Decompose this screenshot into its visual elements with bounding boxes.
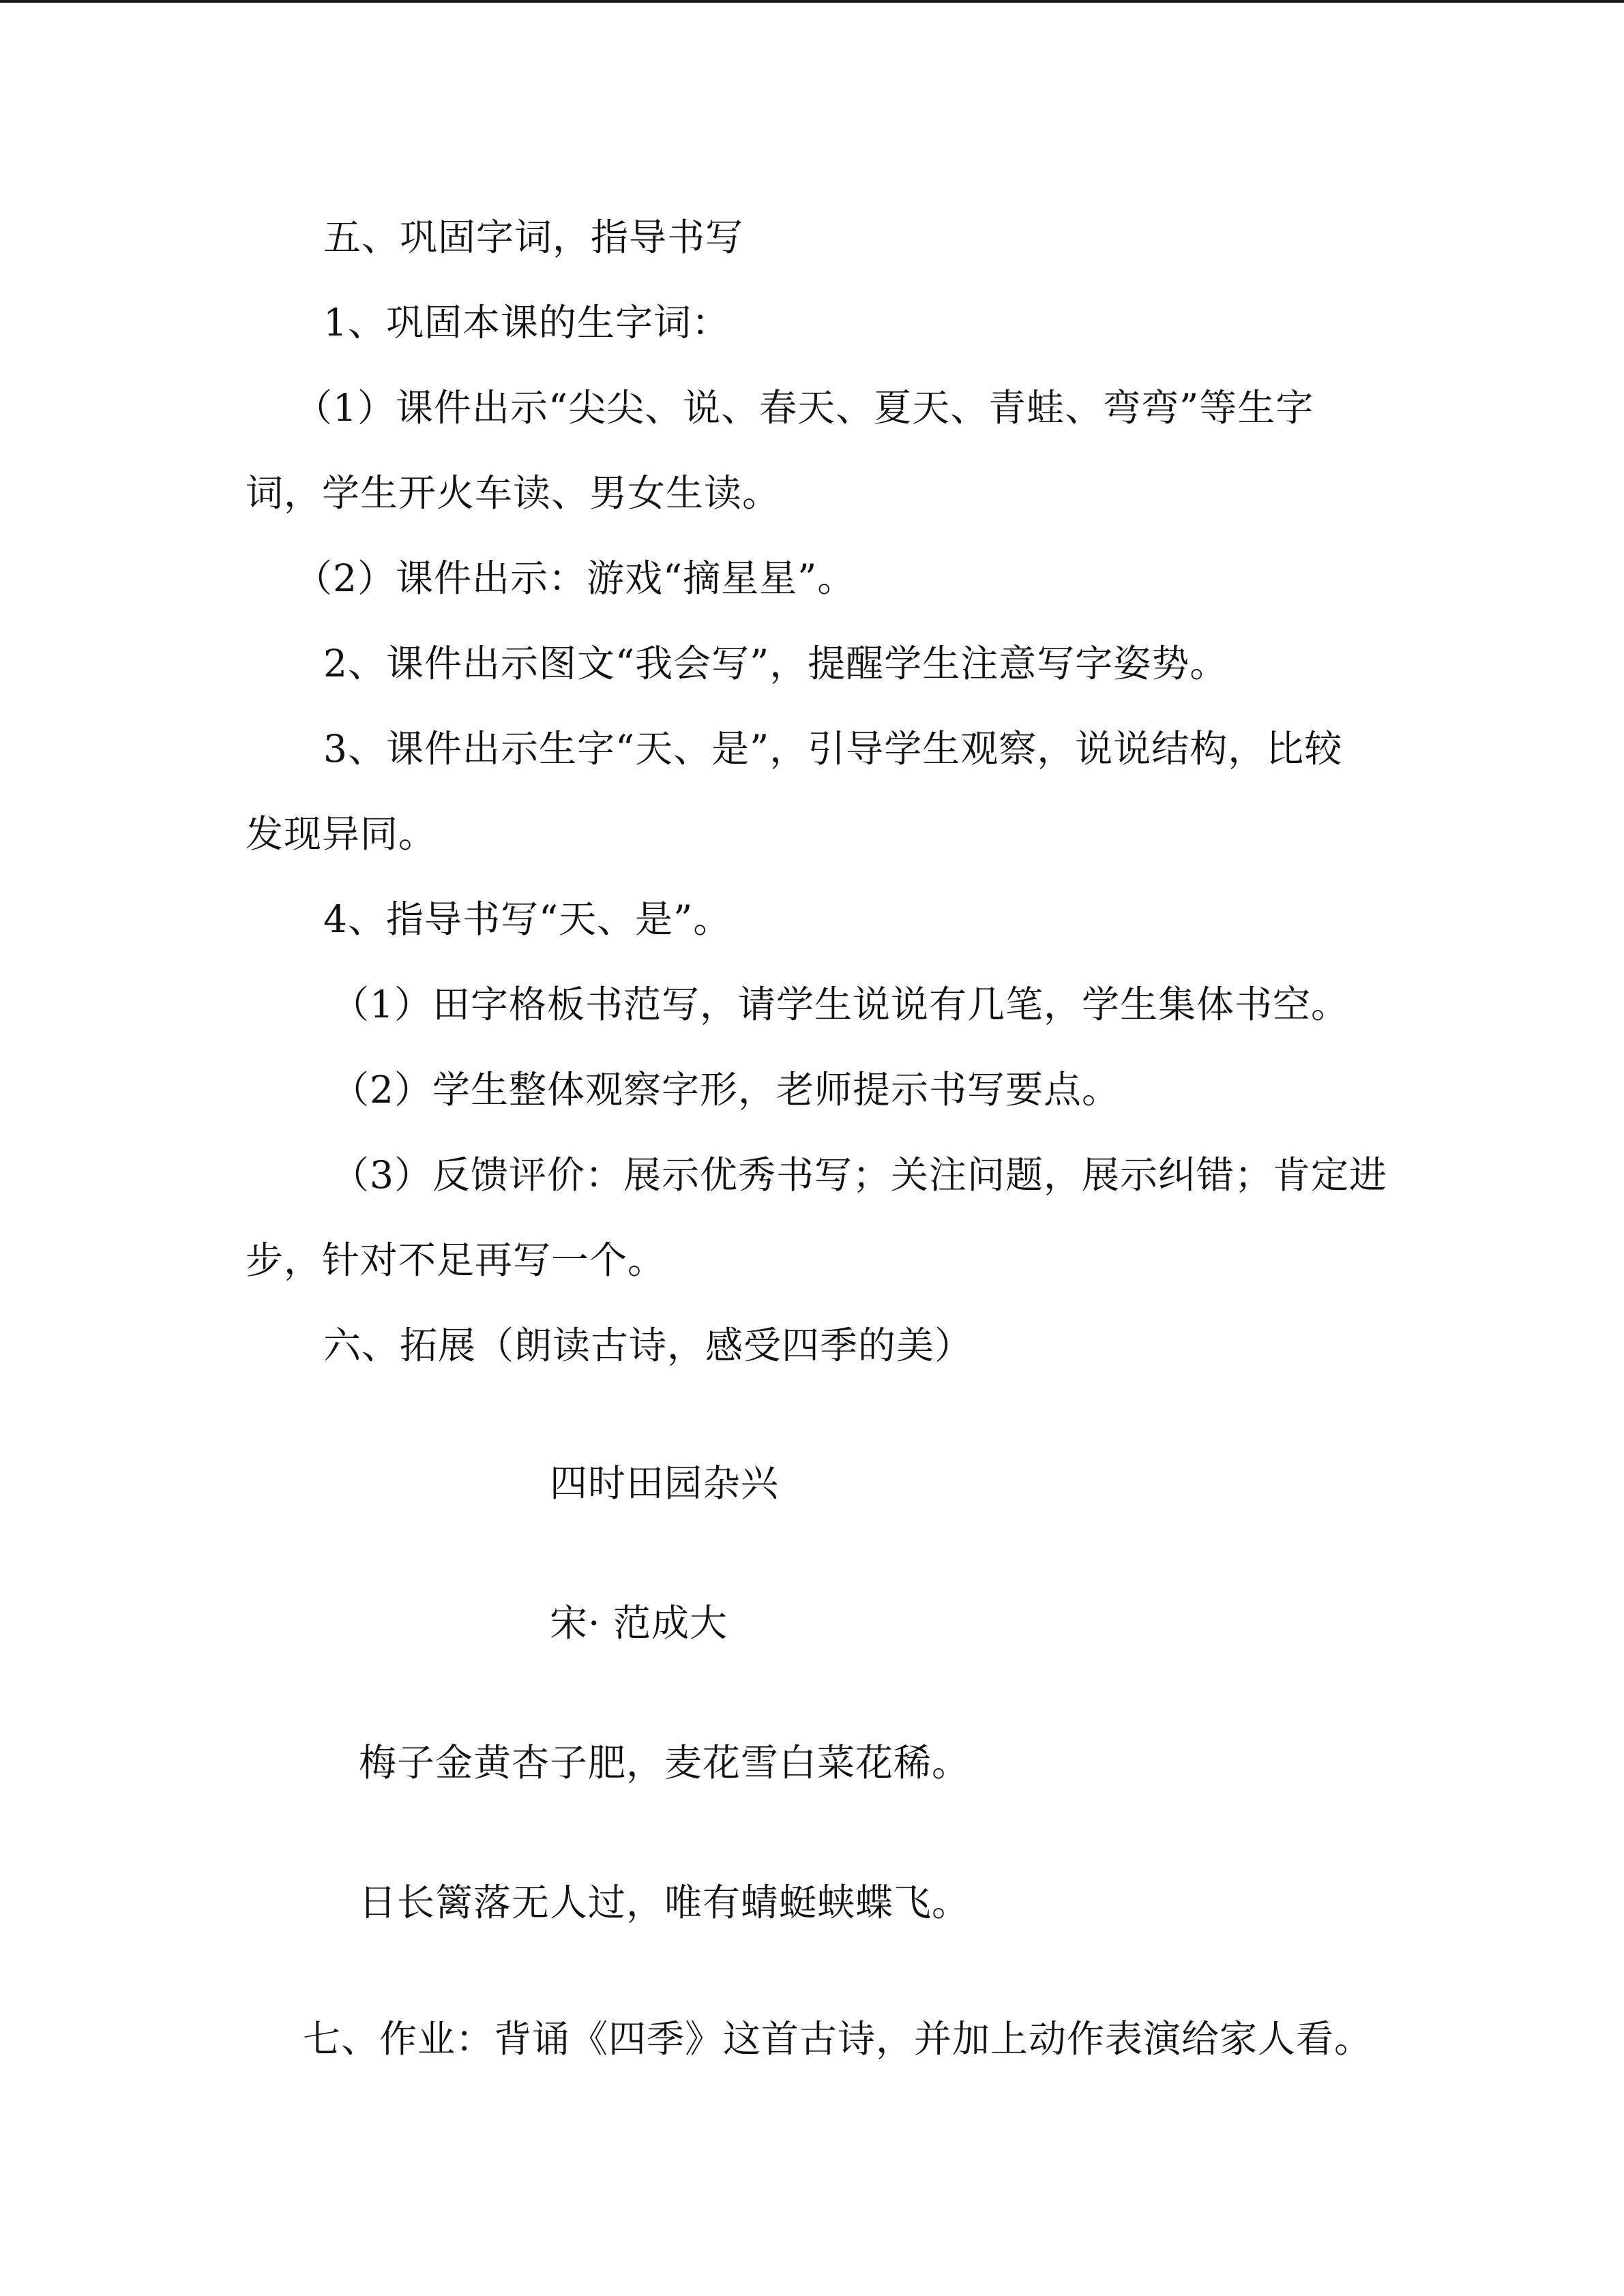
- paragraph-line: 4、指导书写“天、是”。: [323, 897, 732, 941]
- paragraph-line: 步，针对不足再写一个。: [246, 1238, 666, 1282]
- paragraph-line: （3）反馈评价：展示优秀书写；关注问题，展示纠错；肯定进: [331, 1153, 1387, 1197]
- poem-verse-2: 日长篱落无人过，唯有蜻蜓蛱蝶飞。: [359, 1881, 971, 1924]
- paragraph-line: 1、巩固本课的生字词：: [323, 301, 730, 344]
- page-top-border: [0, 0, 1624, 3]
- section-heading-5: 五、巩固字词，指导书写: [323, 215, 744, 259]
- paragraph-line: 发现异同。: [246, 812, 437, 856]
- paragraph-line: （1）课件出示“尖尖、说、春天、夏天、青蛙、弯弯”等生字: [295, 386, 1314, 430]
- homework-line: 七、作业：背诵《四季》这首古诗，并加上动作表演给家人看。: [303, 2017, 1373, 2061]
- poem-verse-1: 梅子金黄杏子肥，麦花雪白菜花稀。: [359, 1741, 971, 1785]
- paragraph-line: （2）课件出示：游戏“摘星星”。: [295, 556, 856, 600]
- paragraph-line: 词，学生开火车读、男女生读。: [246, 471, 781, 515]
- paragraph-line: 2、课件出示图文“我会写”，提醒学生注意写字姿势。: [323, 642, 1228, 685]
- paragraph-line: 3、课件出示生字“天、是”，引导学生观察，说说结构，比较: [323, 727, 1343, 771]
- paragraph-line: （2）学生整体观察字形，老师提示书写要点。: [331, 1068, 1120, 1112]
- section-heading-6: 六、拓展（朗读古诗，感受四季的美）: [323, 1324, 973, 1367]
- paragraph-line: （1）田字格板书范写，请学生说说有几笔，学生集体书空。: [331, 983, 1349, 1026]
- poem-title: 四时田园杂兴: [550, 1461, 780, 1505]
- poem-author: 宋· 范成大: [550, 1601, 728, 1645]
